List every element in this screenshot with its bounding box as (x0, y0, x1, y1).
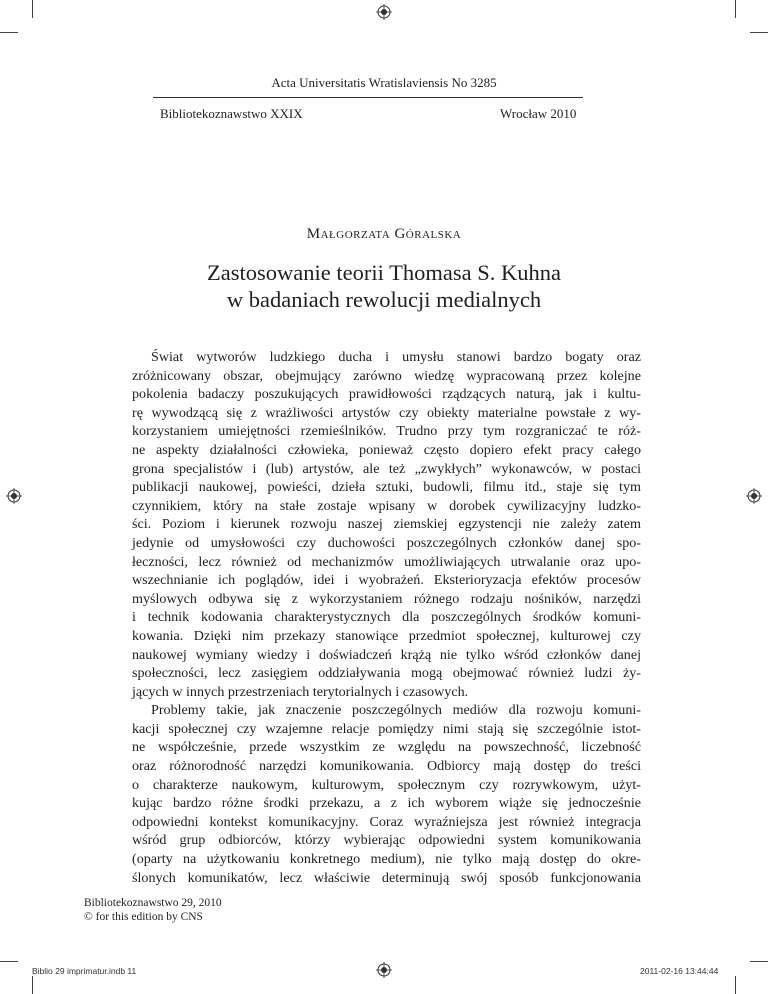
body-line: Problemy takie, jak znaczenie poszczególnych mediów dla rozwoju komuni- (151, 702, 641, 719)
body-line: czynnikiem, który na stałe zostaje wpisany w dorobek cywilizacyjny ludzko- (132, 497, 641, 514)
article-title (100, 259, 668, 313)
crop-mark (0, 961, 18, 962)
crop-mark (750, 961, 768, 962)
body-line: kując bardzo różne środki przekazu, a z ich wyborem wiąże się jednocześnie (132, 795, 641, 812)
registration-mark-icon (376, 4, 392, 20)
crop-mark (750, 32, 768, 33)
body-line: publikacji naukowej, powieści, dzieła sztuki, budowli, filmu itd., staje się tym (132, 479, 641, 496)
crop-mark (0, 32, 18, 33)
body-line: (oparty na użytkowaniu konkretnego medium), nie tylko mają dostęp do okre- (132, 851, 641, 868)
body-line: grona specjalistów i (lub) artystów, ale też „zwykłych” wykonawców, w postaci (132, 460, 641, 477)
body-line: ści. Poziom i kierunek rozwoju naszej ziemskiej egzystencji nie zależy zatem (132, 516, 641, 533)
body-line: społeczności, lecz zasięgiem oddziaływania mogą obejmować również ludzi ży- (132, 665, 641, 682)
body-line: rę wywodzącą się z wrażliwości artystów czy obiekty materialne powstałe z wy- (132, 404, 641, 421)
author-name: Małgorzata Góralska (306, 226, 462, 242)
registration-mark-icon (376, 962, 392, 978)
crop-mark (32, 976, 33, 994)
footer-copyright: © for this edition by CNS (84, 911, 203, 923)
body-line: łeczności, lecz również od mechanizmów umożliwiających utrwalanie oraz upo- (132, 553, 641, 570)
body-line: odpowiedni kontekst komunikacyjny. Coraz wyraźniejsza jest również integracja (132, 813, 641, 830)
body-line: o charakterze naukowym, kulturowym, społecznym czy rozrywkowym, użyt- (132, 776, 641, 793)
body-line: wśród grup odbiorców, którzy wybierając odpowiedni system komunikowania (132, 832, 641, 849)
journal-volume: Bibliotekoznawstwo XXIX (160, 106, 303, 121)
body-line: pokolenia badaczy poszukujących prawidłowości rządzących naturą, jak i kultu- (132, 386, 641, 403)
body-line: naukowej wymiany wiedzy i doświadczeń krążą nie tylko wśród członków danej (132, 646, 641, 663)
footer-journal: Bibliotekoznawstwo 29, 2010 (84, 897, 222, 909)
crop-mark (32, 0, 33, 18)
registration-mark-icon (6, 488, 22, 504)
body-line: ne aspekty działalności człowieka, ponieważ często dopiero efekt pracy całego (132, 441, 641, 458)
body-line: jedynie od umysłowości czy duchowości poszczególnych członków danej spo- (132, 534, 641, 551)
body-line: zróżnicowany obszar, obejmujący zarówno wiedzę wypracowaną przez kolejne (132, 367, 641, 384)
body-line: ne współcześnie, przede wszystkim ze względu na powszechność, liczebność (132, 739, 641, 756)
article-body (132, 348, 641, 887)
body-line: kacji społecznej czy wzajemne relacje pomiędzy nimi stają się szczególnie istot- (132, 720, 641, 737)
body-line: jących w innych przestrzeniach terytorialnych i czasowych. (132, 683, 469, 700)
slug-filename: Biblio 29 imprimatur.indb 11 (32, 966, 137, 976)
body-line: wszechnianie ich poglądów, idei i wyobrażeń. Eksterioryzacja efektów procesów (132, 572, 641, 589)
body-line: oraz różnorodność narzędzi komunikowania. Odbiorcy mają dostęp do treści (132, 758, 641, 775)
body-line: korzystaniem umiejętności rzemieślników. Trudno przy tym rozgraniczać te róż- (132, 423, 641, 440)
body-line: Świat wytworów ludzkiego ducha i umysłu stanowi bardzo bogaty oraz (151, 349, 641, 365)
body-line: kowania. Dzięki nim przekazy stanowiące przedmiot społecznej, kulturowej czy (132, 627, 641, 644)
article-title-line: Zastosowanie teorii Thomasa S. Kuhna (207, 260, 561, 285)
body-line: i technik kodowania charakterystycznych dla poszczególnych środków komuni- (132, 609, 641, 626)
registration-mark-icon (746, 488, 762, 504)
body-line: ślonych komunikatów, lecz właściwie determinują swój sposób funkcjonowania (132, 869, 641, 886)
body-line: myślowych odbywa się z wykorzystaniem różnego rodzaju nośników, narzędzi (132, 590, 641, 607)
crop-mark (735, 0, 736, 18)
crop-mark (735, 976, 736, 994)
header-rule (153, 97, 583, 98)
series-title: Acta Universitatis Wratislaviensis No 3285 (271, 75, 497, 90)
slug-timestamp: 2011-02-16 13:44:44 (640, 966, 719, 976)
article-title-line: w badaniach rewolucji medialnych (226, 287, 542, 312)
copyright-footer (84, 896, 222, 924)
place-year: Wrocław 2010 (500, 106, 577, 121)
